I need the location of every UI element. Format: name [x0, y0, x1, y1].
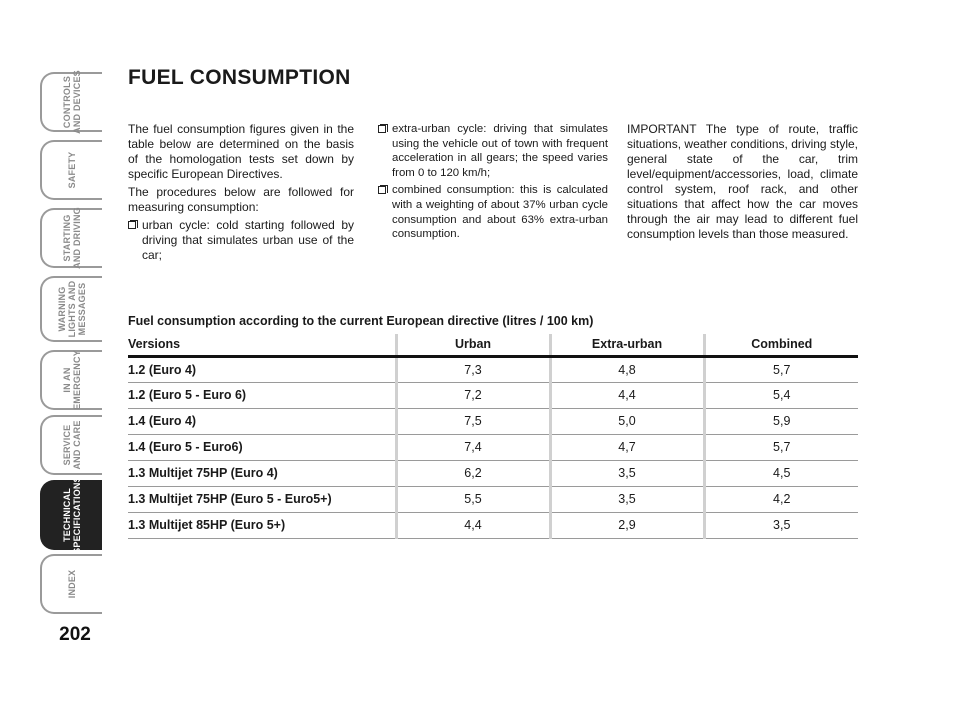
- tab-label: SERVICE AND CARE: [62, 420, 82, 470]
- cell-urban: 7,3: [396, 356, 550, 382]
- bullet-urban-cycle: [128, 218, 354, 263]
- header-combined: Combined: [704, 334, 858, 356]
- procedures-paragraph: The procedures below are followed for measuring consumption:: [128, 185, 354, 214]
- table-row: [128, 486, 858, 512]
- tab-label: SAFETY: [67, 151, 77, 189]
- page-number: 202: [59, 624, 91, 645]
- intro-column: [128, 122, 354, 266]
- tab-in-an-emergency[interactable]: [40, 350, 102, 410]
- checkbox-bullet-icon: [128, 221, 136, 229]
- cell-extra-urban: 2,9: [550, 512, 704, 538]
- tab-safety[interactable]: [40, 140, 102, 200]
- cell-extra-urban: 3,5: [550, 486, 704, 512]
- table-row: [128, 460, 858, 486]
- tab-label: CONTROLS AND DEVICES: [62, 70, 82, 134]
- bullet-text: extra-urban cycle: driving that simulates using the vehicle out of town with frequent acceleration in all gears; the speed varies from 0 to 120 km/h;: [392, 123, 608, 179]
- fuel-consumption-table: [128, 334, 858, 539]
- checkbox-bullet-icon: [378, 125, 386, 133]
- header-urban: Urban: [396, 334, 550, 356]
- cell-urban: 7,2: [396, 382, 550, 408]
- header-versions: Versions: [128, 334, 396, 356]
- cell-version: 1.2 (Euro 5 - Euro 6): [128, 382, 396, 408]
- bullet-combined-consumption: [378, 183, 608, 241]
- cell-urban: 7,4: [396, 434, 550, 460]
- cell-extra-urban: 4,4: [550, 382, 704, 408]
- cell-version: 1.4 (Euro 5 - Euro6): [128, 434, 396, 460]
- cell-combined: 5,4: [704, 382, 858, 408]
- cell-urban: 4,4: [396, 512, 550, 538]
- table-header-row: [128, 334, 858, 356]
- bullet-text: urban cycle: cold starting followed by driving that simulates urban use of the car;: [142, 218, 354, 262]
- header-extra-urban: Extra-urban: [550, 334, 704, 356]
- table-row: [128, 512, 858, 538]
- tab-technical-specifications[interactable]: [40, 476, 102, 554]
- tab-starting-and-driving[interactable]: [40, 208, 102, 268]
- table-row: [128, 356, 858, 382]
- cell-version: 1.2 (Euro 4): [128, 356, 396, 382]
- tab-controls-and-devices[interactable]: [40, 72, 102, 132]
- cycles-column: [378, 122, 608, 245]
- important-note: IMPORTANT The type of route, traffic situations, weather conditions, driving style, general state of the car, trim level/equipment/accessories, load, climate control system, roof rack, and other situations that affect how the car moves through the air may lead to different fuel consumption levels than those measured.: [627, 122, 858, 241]
- checkbox-bullet-icon: [378, 186, 386, 194]
- cell-urban: 6,2: [396, 460, 550, 486]
- page-title: FUEL CONSUMPTION: [128, 66, 351, 89]
- cell-combined: 5,7: [704, 356, 858, 382]
- cell-urban: 5,5: [396, 486, 550, 512]
- intro-paragraph: The fuel consumption figures given in the table below are determined on the basis of the homologation tests set down by specific European Directives.: [128, 122, 354, 181]
- bullet-text: combined consumption: this is calculated with a weighting of about 37% urban cycle consumption and about 63% extra-urban consumption.: [392, 184, 608, 241]
- cell-extra-urban: 4,7: [550, 434, 704, 460]
- tab-label: STARTING AND DRIVING: [62, 207, 82, 269]
- cell-version: 1.3 Multijet 75HP (Euro 4): [128, 460, 396, 486]
- cell-extra-urban: 5,0: [550, 408, 704, 434]
- tab-index[interactable]: [40, 554, 102, 614]
- tab-warning-lights-and-messages[interactable]: [40, 276, 102, 342]
- tab-label: TECHNICAL SPECIFICATIONS: [62, 476, 82, 554]
- cell-combined: 5,7: [704, 434, 858, 460]
- cell-extra-urban: 4,8: [550, 356, 704, 382]
- tab-label: INDEX: [67, 569, 77, 599]
- tab-service-and-care[interactable]: [40, 415, 102, 475]
- table-row: [128, 382, 858, 408]
- cell-combined: 4,2: [704, 486, 858, 512]
- cell-version: 1.3 Multijet 85HP (Euro 5+): [128, 512, 396, 538]
- cell-combined: 4,5: [704, 460, 858, 486]
- table-row: [128, 408, 858, 434]
- tab-label: WARNING LIGHTS AND MESSAGES: [57, 280, 87, 338]
- cell-combined: 5,9: [704, 408, 858, 434]
- cell-version: 1.4 (Euro 4): [128, 408, 396, 434]
- table-caption: Fuel consumption according to the current European directive (litres / 100 km): [128, 314, 594, 328]
- cell-extra-urban: 3,5: [550, 460, 704, 486]
- cell-combined: 3,5: [704, 512, 858, 538]
- cell-version: 1.3 Multijet 75HP (Euro 5 - Euro5+): [128, 486, 396, 512]
- bullet-extra-urban-cycle: [378, 122, 608, 180]
- table-row: [128, 434, 858, 460]
- cell-urban: 7,5: [396, 408, 550, 434]
- important-column: [627, 122, 858, 245]
- tab-label: IN AN EMERGENCY: [62, 350, 82, 410]
